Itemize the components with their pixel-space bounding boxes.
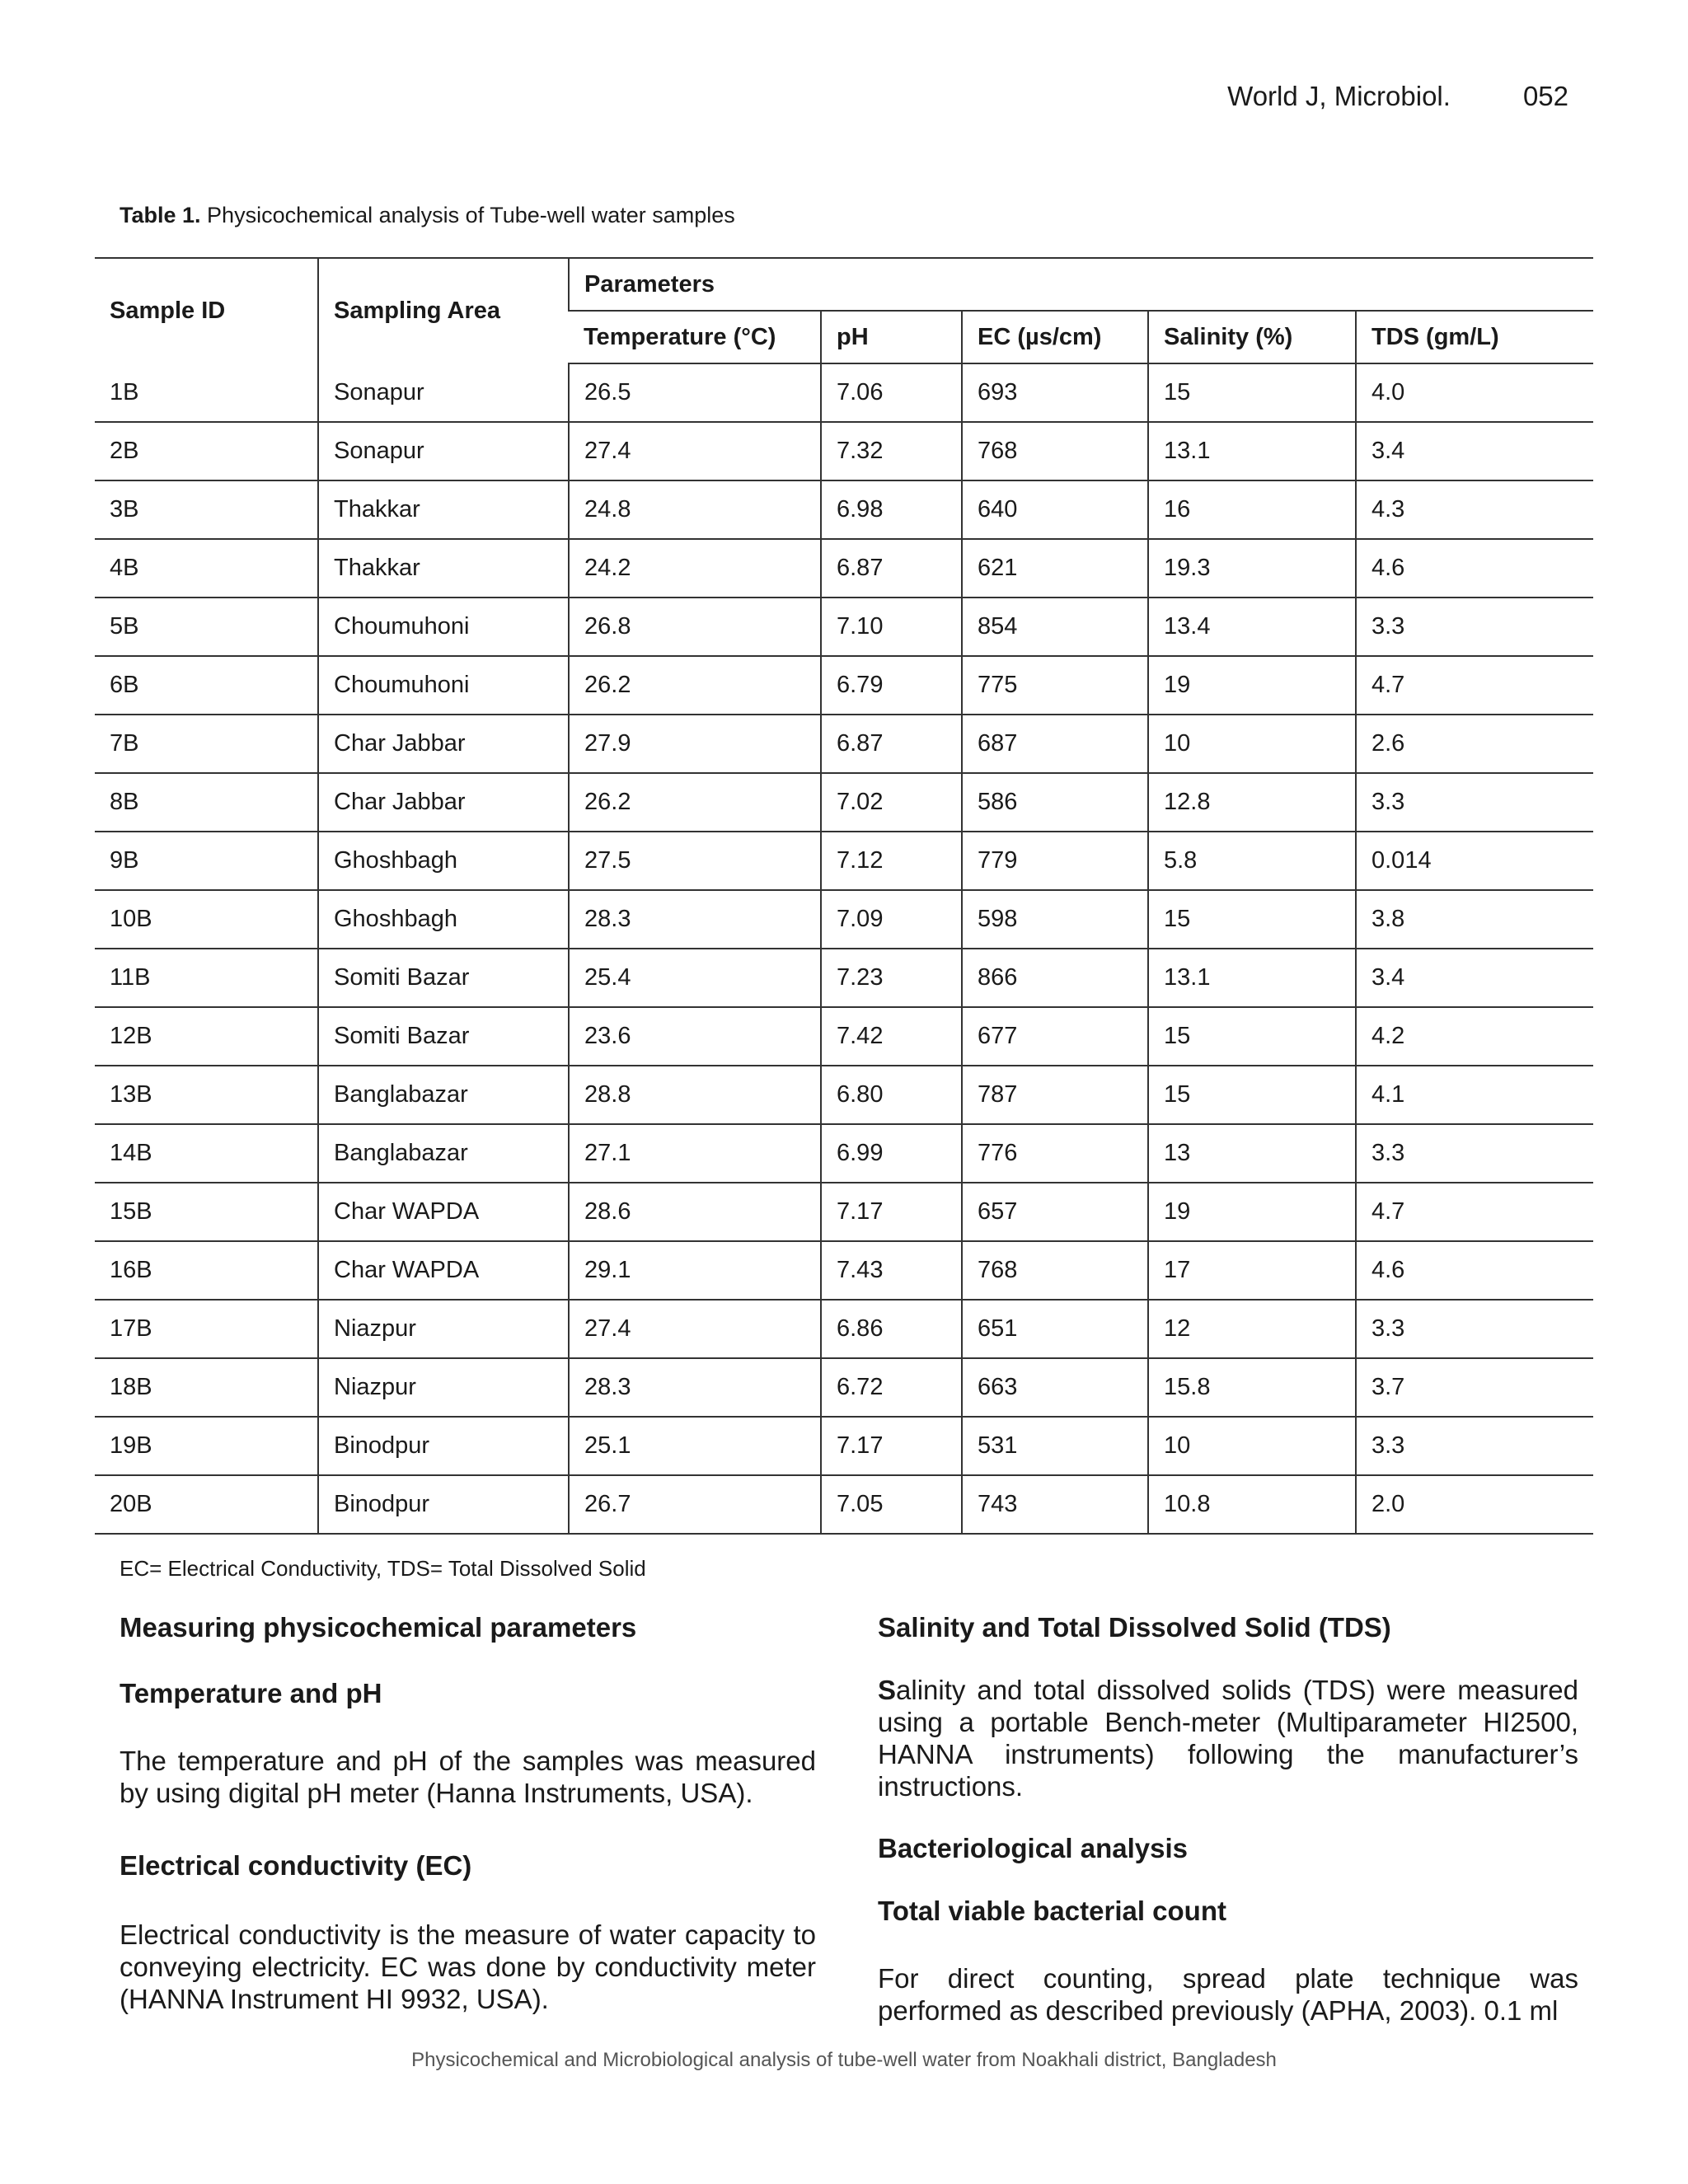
cell-temperature: 27.5 — [569, 832, 821, 890]
table-footnote: EC= Electrical Conductivity, TDS= Total Dissolved Solid — [120, 1556, 646, 1581]
cell-ph: 6.72 — [821, 1358, 962, 1417]
cell-salinity: 19.3 — [1148, 539, 1356, 598]
cell-sample-id: 17B — [95, 1300, 318, 1358]
cell-sampling-area: Ghoshbagh — [318, 832, 569, 890]
cell-temperature: 28.3 — [569, 890, 821, 949]
cell-ph: 7.42 — [821, 1007, 962, 1066]
cell-tds: 3.3 — [1356, 598, 1593, 656]
cell-salinity: 13.1 — [1148, 949, 1356, 1007]
cell-temperature: 27.1 — [569, 1124, 821, 1183]
header-ph: pH — [821, 311, 962, 363]
cell-ph: 7.17 — [821, 1417, 962, 1475]
cell-sampling-area: Banglabazar — [318, 1066, 569, 1124]
cell-temperature: 29.1 — [569, 1241, 821, 1300]
cell-salinity: 13.4 — [1148, 598, 1356, 656]
table-row — [95, 1417, 1593, 1475]
cell-tds: 4.7 — [1356, 656, 1593, 715]
heading-ec: Electrical conductivity (EC) — [120, 1850, 472, 1881]
cell-sampling-area: Binodpur — [318, 1475, 569, 1534]
cell-salinity: 13.1 — [1148, 422, 1356, 480]
right-column — [878, 1611, 1578, 2027]
cell-ph: 6.87 — [821, 715, 962, 773]
cell-tds: 4.0 — [1356, 363, 1593, 422]
cell-sampling-area: Somiti Bazar — [318, 949, 569, 1007]
cell-ph: 7.10 — [821, 598, 962, 656]
header-salinity: Salinity (%) — [1148, 311, 1356, 363]
cell-ec: 854 — [962, 598, 1148, 656]
heading-total-viable-count: Total viable bacterial count — [878, 1896, 1226, 1926]
cell-sample-id: 3B — [95, 480, 318, 539]
cell-sampling-area: Sonapur — [318, 363, 569, 422]
table-row — [95, 363, 1593, 422]
cell-salinity: 16 — [1148, 480, 1356, 539]
cell-tds: 4.3 — [1356, 480, 1593, 539]
cell-ph: 7.09 — [821, 890, 962, 949]
cell-tds: 0.014 — [1356, 832, 1593, 890]
cell-ph: 7.17 — [821, 1183, 962, 1241]
cell-salinity: 15 — [1148, 890, 1356, 949]
cell-tds: 4.6 — [1356, 1241, 1593, 1300]
header-ec: EC (µs/cm) — [962, 311, 1148, 363]
cell-sample-id: 16B — [95, 1241, 318, 1300]
cell-ec: 677 — [962, 1007, 1148, 1066]
cell-tds: 3.8 — [1356, 890, 1593, 949]
cell-temperature: 25.1 — [569, 1417, 821, 1475]
cell-sampling-area: Choumuhoni — [318, 598, 569, 656]
cell-sampling-area: Choumuhoni — [318, 656, 569, 715]
cell-ph: 6.99 — [821, 1124, 962, 1183]
cell-ec: 598 — [962, 890, 1148, 949]
cell-ph: 6.87 — [821, 539, 962, 598]
cell-temperature: 24.8 — [569, 480, 821, 539]
cell-tds: 3.4 — [1356, 949, 1593, 1007]
cell-sample-id: 7B — [95, 715, 318, 773]
table-row — [95, 890, 1593, 949]
cell-ec: 531 — [962, 1417, 1148, 1475]
table-caption-label: Table 1. — [120, 203, 201, 227]
cell-ec: 768 — [962, 1241, 1148, 1300]
cell-sample-id: 19B — [95, 1417, 318, 1475]
cell-ph: 6.98 — [821, 480, 962, 539]
table-row — [95, 1066, 1593, 1124]
cell-salinity: 19 — [1148, 656, 1356, 715]
cell-ec: 693 — [962, 363, 1148, 422]
cell-ec: 687 — [962, 715, 1148, 773]
cell-tds: 3.7 — [1356, 1358, 1593, 1417]
header-sample-id: Sample ID — [95, 258, 318, 363]
cell-sample-id: 2B — [95, 422, 318, 480]
heading-bacteriological: Bacteriological analysis — [878, 1833, 1189, 1863]
cell-salinity: 10.8 — [1148, 1475, 1356, 1534]
table-row — [95, 1241, 1593, 1300]
cell-sampling-area: Banglabazar — [318, 1124, 569, 1183]
cell-tds: 3.3 — [1356, 1417, 1593, 1475]
header-tds: TDS (gm/L) — [1356, 311, 1593, 363]
cell-salinity: 10 — [1148, 715, 1356, 773]
cell-ph: 7.06 — [821, 363, 962, 422]
cell-sampling-area: Char WAPDA — [318, 1241, 569, 1300]
cell-ec: 663 — [962, 1358, 1148, 1417]
table-row — [95, 480, 1593, 539]
cell-temperature: 26.2 — [569, 656, 821, 715]
table-row — [95, 656, 1593, 715]
cell-temperature: 28.6 — [569, 1183, 821, 1241]
cell-ph: 7.12 — [821, 832, 962, 890]
cell-ec: 640 — [962, 480, 1148, 539]
cell-sampling-area: Ghoshbagh — [318, 890, 569, 949]
cell-sample-id: 12B — [95, 1007, 318, 1066]
cell-sample-id: 20B — [95, 1475, 318, 1534]
journal-name: World J, Microbiol. — [1227, 81, 1451, 111]
page-footer: Physicochemical and Microbiological analysis of tube-well water from Noakhali district, Bangladesh — [411, 2049, 1277, 2071]
cell-salinity: 13 — [1148, 1124, 1356, 1183]
para-salinity-text: alinity and total dissolved solids (TDS) were measured using a portable Bench-meter (Multiparameter HI2500, HANNA instruments) following the manufacturer’s instructions. — [878, 1675, 1578, 1802]
cell-ph: 7.05 — [821, 1475, 962, 1534]
para-temperature-ph: The temperature and pH of the samples was measured by using digital pH meter (Hanna Instruments, USA). — [120, 1746, 816, 1808]
table-caption-text: Physicochemical analysis of Tube-well water samples — [200, 203, 735, 227]
table-row — [95, 715, 1593, 773]
table-row — [95, 1358, 1593, 1417]
cell-sample-id: 13B — [95, 1066, 318, 1124]
cell-salinity: 17 — [1148, 1241, 1356, 1300]
cell-sampling-area: Niazpur — [318, 1358, 569, 1417]
cell-sample-id: 4B — [95, 539, 318, 598]
cell-sample-id: 14B — [95, 1124, 318, 1183]
heading-measuring: Measuring physicochemical parameters — [120, 1612, 637, 1643]
cell-tds: 3.3 — [1356, 1124, 1593, 1183]
cell-temperature: 24.2 — [569, 539, 821, 598]
cell-salinity: 5.8 — [1148, 832, 1356, 890]
cell-temperature: 27.4 — [569, 422, 821, 480]
cell-tds: 4.2 — [1356, 1007, 1593, 1066]
cell-sampling-area: Binodpur — [318, 1417, 569, 1475]
cell-salinity: 12 — [1148, 1300, 1356, 1358]
table-row — [95, 949, 1593, 1007]
cell-tds: 4.7 — [1356, 1183, 1593, 1241]
table-row — [95, 773, 1593, 832]
cell-tds: 4.6 — [1356, 539, 1593, 598]
table-row — [95, 1183, 1593, 1241]
table-row — [95, 1007, 1593, 1066]
cell-ec: 787 — [962, 1066, 1148, 1124]
header-sampling-area: Sampling Area — [318, 258, 569, 363]
cell-temperature: 26.2 — [569, 773, 821, 832]
table-row — [95, 539, 1593, 598]
cell-tds: 2.0 — [1356, 1475, 1593, 1534]
cell-ec: 776 — [962, 1124, 1148, 1183]
cell-temperature: 28.8 — [569, 1066, 821, 1124]
cell-ec: 651 — [962, 1300, 1148, 1358]
cell-ec: 779 — [962, 832, 1148, 890]
cell-tds: 3.3 — [1356, 773, 1593, 832]
cell-sampling-area: Niazpur — [318, 1300, 569, 1358]
cell-ec: 768 — [962, 422, 1148, 480]
cell-ec: 743 — [962, 1475, 1148, 1534]
para-salinity-initial: S — [878, 1675, 897, 1705]
cell-temperature: 27.9 — [569, 715, 821, 773]
table-caption — [120, 203, 735, 228]
cell-sample-id: 8B — [95, 773, 318, 832]
cell-ph: 7.32 — [821, 422, 962, 480]
cell-sampling-area: Char Jabbar — [318, 773, 569, 832]
cell-sample-id: 15B — [95, 1183, 318, 1241]
table-row — [95, 832, 1593, 890]
cell-sampling-area: Sonapur — [318, 422, 569, 480]
header-temperature: Temperature (°C) — [569, 311, 821, 363]
running-head — [1227, 81, 1568, 112]
cell-sample-id: 9B — [95, 832, 318, 890]
cell-salinity: 15 — [1148, 1007, 1356, 1066]
cell-sample-id: 11B — [95, 949, 318, 1007]
table-row — [95, 1300, 1593, 1358]
cell-salinity: 10 — [1148, 1417, 1356, 1475]
cell-ph: 6.80 — [821, 1066, 962, 1124]
cell-salinity: 19 — [1148, 1183, 1356, 1241]
cell-temperature: 27.4 — [569, 1300, 821, 1358]
table-row — [95, 598, 1593, 656]
cell-temperature: 23.6 — [569, 1007, 821, 1066]
header-parameters: Parameters — [569, 258, 1593, 311]
cell-tds: 3.4 — [1356, 422, 1593, 480]
table-body — [95, 363, 1593, 1534]
heading-salinity-tds: Salinity and Total Dissolved Solid (TDS) — [878, 1612, 1391, 1643]
cell-sample-id: 10B — [95, 890, 318, 949]
cell-temperature: 26.8 — [569, 598, 821, 656]
table-row — [95, 422, 1593, 480]
cell-sampling-area: Char Jabbar — [318, 715, 569, 773]
cell-tds: 4.1 — [1356, 1066, 1593, 1124]
cell-sample-id: 18B — [95, 1358, 318, 1417]
cell-ph: 6.86 — [821, 1300, 962, 1358]
para-total-viable-count: For direct counting, spread plate technique was performed as described previously (APHA, 2003). 0.1 ml — [878, 1963, 1578, 2026]
cell-temperature: 26.7 — [569, 1475, 821, 1534]
cell-sample-id: 6B — [95, 656, 318, 715]
table-row — [95, 1475, 1593, 1534]
cell-sampling-area: Somiti Bazar — [318, 1007, 569, 1066]
cell-tds: 3.3 — [1356, 1300, 1593, 1358]
heading-temperature-ph: Temperature and pH — [120, 1678, 382, 1708]
cell-tds: 2.6 — [1356, 715, 1593, 773]
cell-ec: 775 — [962, 656, 1148, 715]
cell-sampling-area: Char WAPDA — [318, 1183, 569, 1241]
cell-sample-id: 1B — [95, 363, 318, 422]
page-number: 052 — [1522, 81, 1568, 111]
cell-salinity: 15 — [1148, 363, 1356, 422]
cell-temperature: 25.4 — [569, 949, 821, 1007]
cell-ec: 866 — [962, 949, 1148, 1007]
cell-ph: 7.02 — [821, 773, 962, 832]
cell-salinity: 12.8 — [1148, 773, 1356, 832]
para-salinity-tds — [878, 1674, 1578, 1802]
cell-sample-id: 5B — [95, 598, 318, 656]
cell-ph: 7.23 — [821, 949, 962, 1007]
cell-ec: 621 — [962, 539, 1148, 598]
cell-sampling-area: Thakkar — [318, 480, 569, 539]
left-column — [120, 1611, 816, 2015]
cell-ph: 6.79 — [821, 656, 962, 715]
cell-ec: 586 — [962, 773, 1148, 832]
cell-salinity: 15 — [1148, 1066, 1356, 1124]
data-table — [95, 257, 1593, 1535]
table-row — [95, 1124, 1593, 1183]
cell-sampling-area: Thakkar — [318, 539, 569, 598]
cell-temperature: 26.5 — [569, 363, 821, 422]
cell-ec: 657 — [962, 1183, 1148, 1241]
para-ec: Electrical conductivity is the measure of water capacity to conveying electricity. EC was done by conductivity meter (HANNA Instrument HI 9932, USA). — [120, 1919, 816, 2014]
cell-salinity: 15.8 — [1148, 1358, 1356, 1417]
cell-temperature: 28.3 — [569, 1358, 821, 1417]
cell-ph: 7.43 — [821, 1241, 962, 1300]
